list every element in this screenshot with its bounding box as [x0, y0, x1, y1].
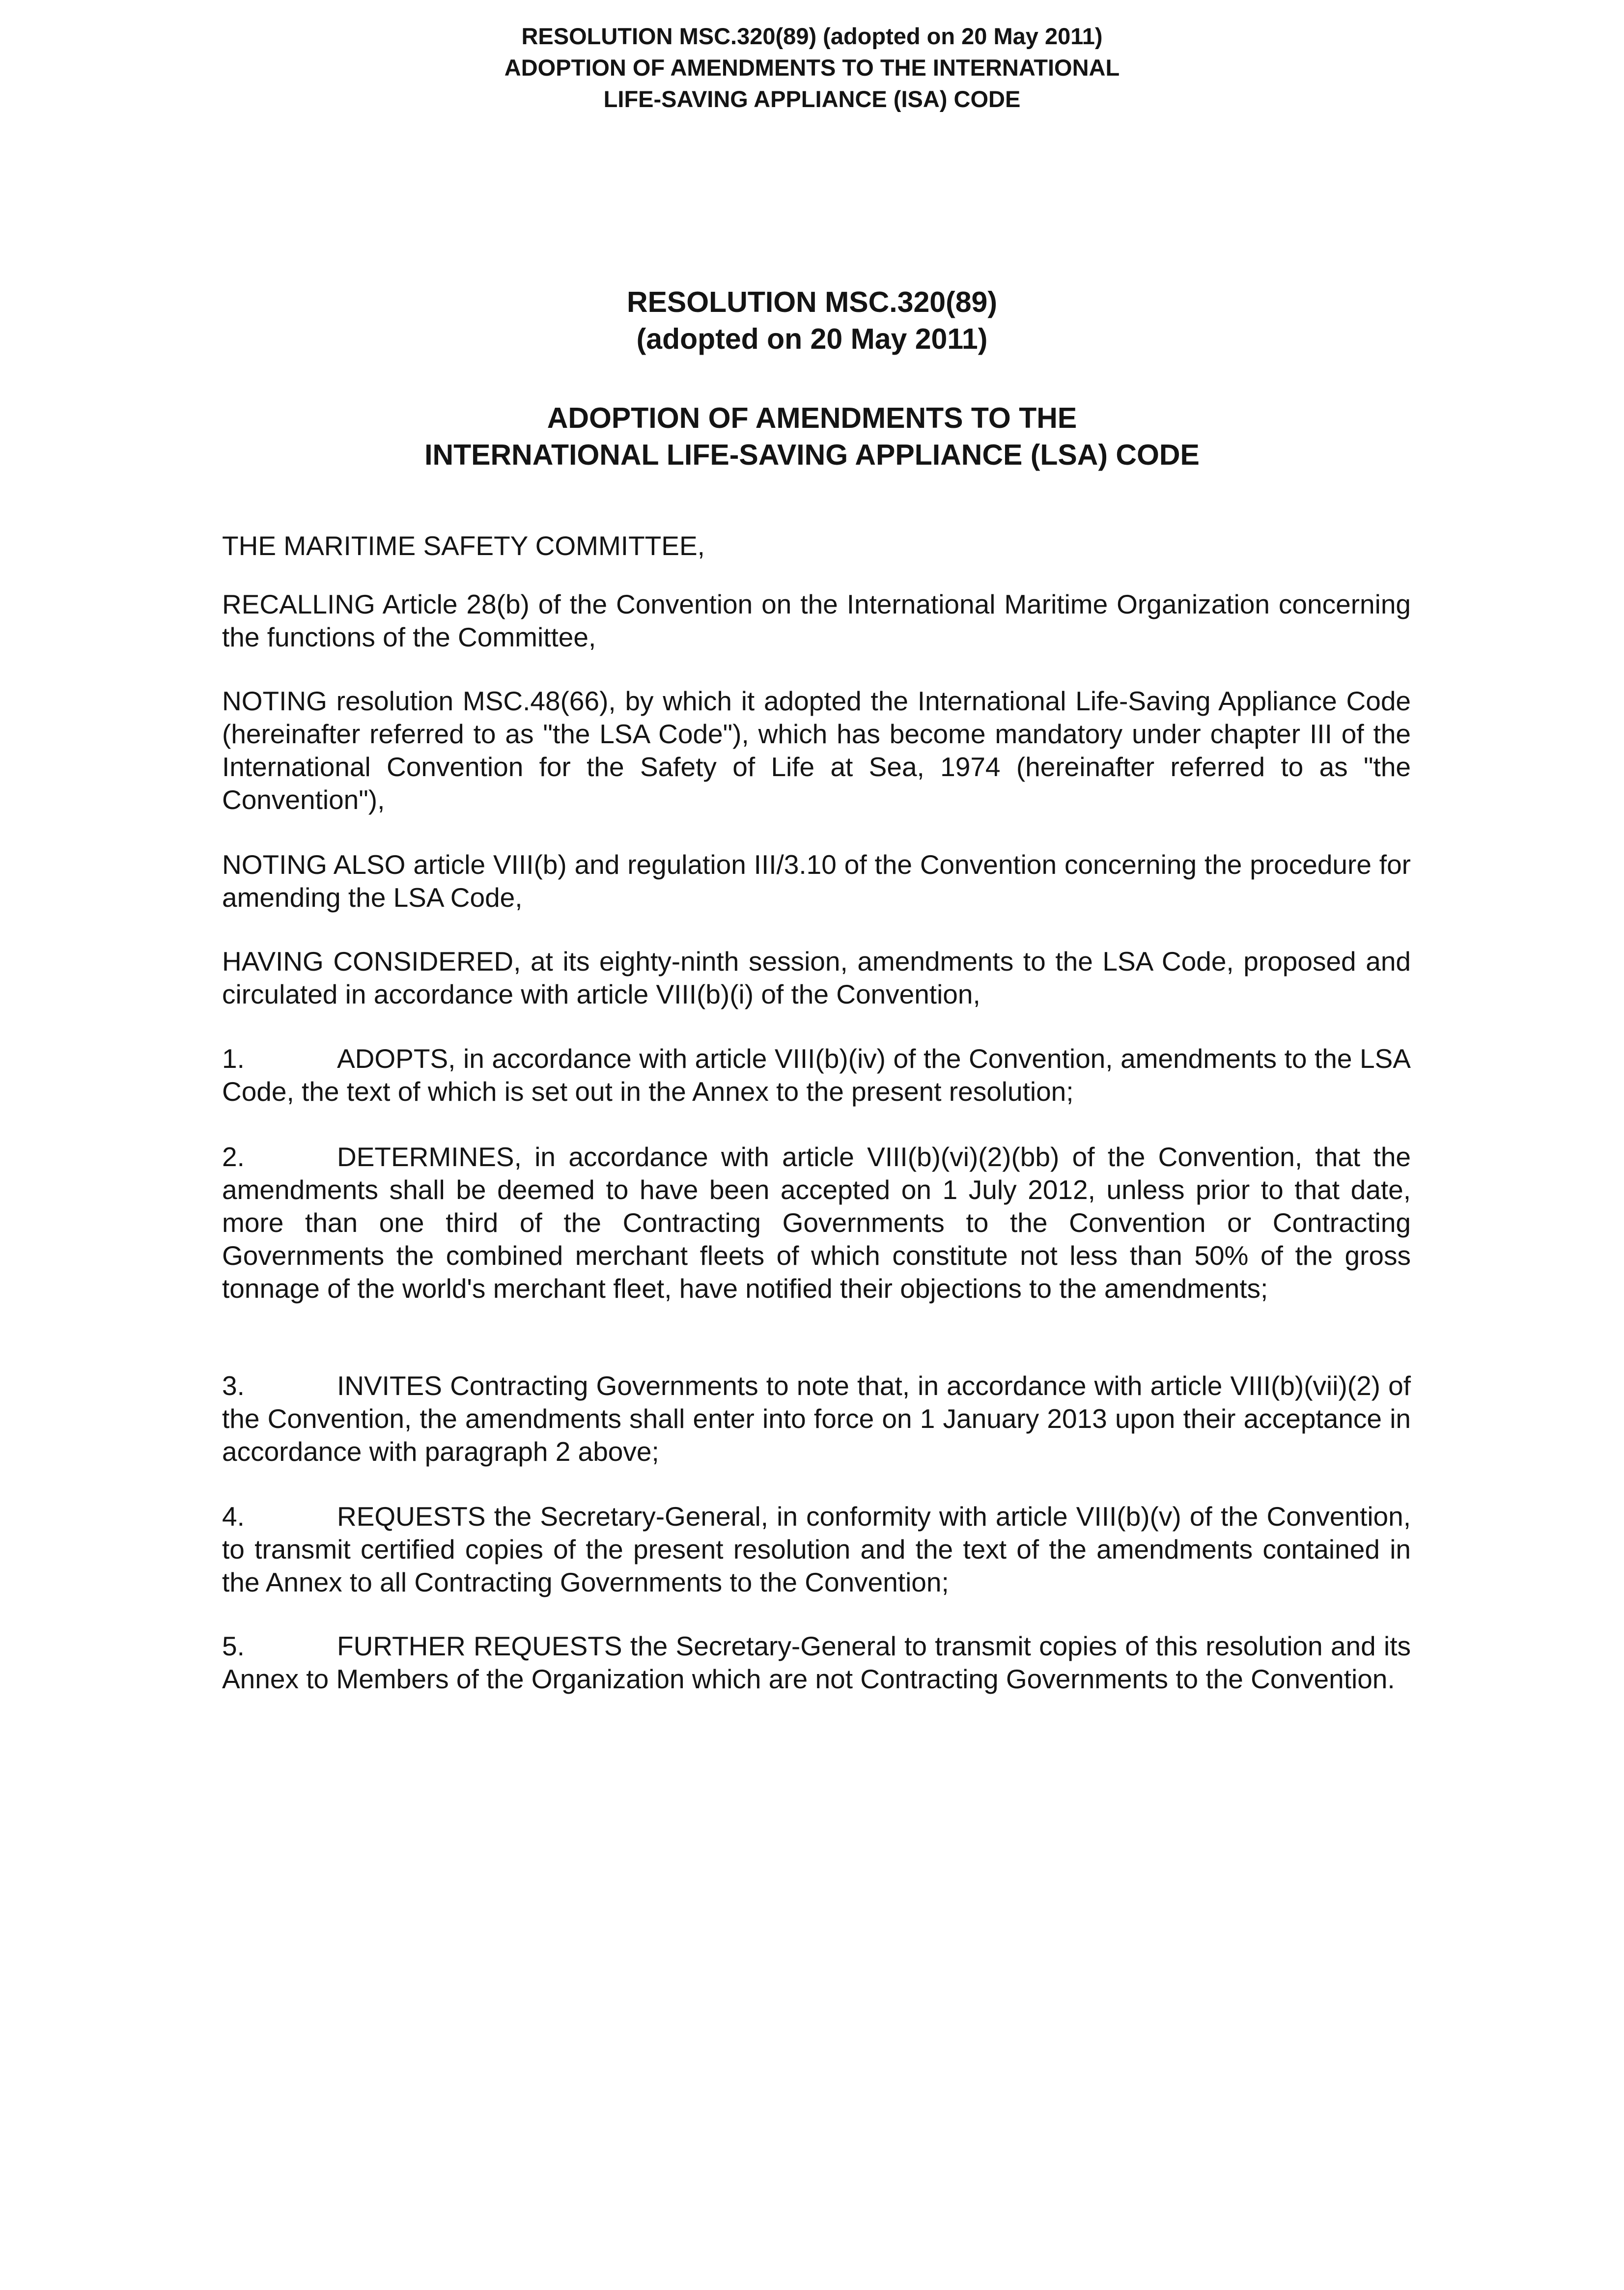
paragraph-text: INVITES Contracting Governments to note that, in accordance with article VIII(b)(vii)(2) of the Convention, the amendments shall enter into force on 1 January 2013 upon their acceptance in accordance with paragraph 2 above; — [222, 1370, 1411, 1467]
paragraph-text: ADOPTS, in accordance with article VIII(b)(iv) of the Convention, amendments to the LSA Code, the text of which is set out in the Annex to the present resolution; — [222, 1043, 1411, 1107]
paragraph-text: REQUESTS the Secretary-General, in conformity with article VIII(b)(v) of the Convention, to transmit certified copies of the present resolution and the text of the amendments contained in the Annex to all Contracting Governments to the Convention; — [222, 1501, 1411, 1597]
paragraph-number: 5. — [222, 1631, 245, 1661]
paragraph-number: 4. — [222, 1501, 245, 1532]
title-subject-line-2: INTERNATIONAL LIFE-SAVING APPLIANCE (LSA) CODE — [424, 439, 1200, 471]
running-header — [0, 21, 1624, 115]
paragraph-number: 3. — [222, 1370, 245, 1401]
recalling-paragraph: RECALLING Article 28(b) of the Convention on the International Maritime Organization concerning the functions of the Committee, — [222, 589, 1411, 652]
operative-paragraph-5 — [222, 1630, 1411, 1696]
committee-heading: THE MARITIME SAFETY COMMITTEE, — [222, 531, 705, 561]
operative-paragraph-2 — [222, 1141, 1411, 1305]
paragraph-number: 1. — [222, 1043, 245, 1074]
paragraph-number: 2. — [222, 1142, 245, 1172]
noting-paragraph: NOTING resolution MSC.48(66), by which it adopted the International Life-Saving Appliance Code (hereinafter referred to as "the LSA Code"), which has become mandatory under chapter III of the International Convention for the Safety of Life at Sea, 1974 (hereinafter referred to as "the Convention"), — [222, 686, 1411, 815]
running-header-line-2: ADOPTION OF AMENDMENTS TO THE INTERNATIONAL — [504, 55, 1120, 81]
title-subject-line-1: ADOPTION OF AMENDMENTS TO THE — [547, 402, 1077, 434]
operative-paragraph-4 — [222, 1500, 1411, 1599]
title-adoption-date: (adopted on 20 May 2011) — [636, 323, 988, 355]
paragraph-text: FURTHER REQUESTS the Secretary-General to transmit copies of this resolution and its Annex to Members of the Organization which are not Contracting Governments to the Convention. — [222, 1631, 1411, 1694]
operative-paragraph-3 — [222, 1369, 1411, 1468]
paragraph-text: DETERMINES, in accordance with article VIII(b)(vi)(2)(bb) of the Convention, that the amendments shall be deemed to have been accepted on 1 July 2012, unless prior to that date, more than one third of the Contracting Governments to the Convention or Contracting Governments the combined merchant fleets of which constitute not less than 50% of the gross tonnage of the world's merchant fleet, have notified their objections to the amendments; — [222, 1142, 1411, 1304]
operative-paragraph-1 — [222, 1042, 1411, 1108]
having-considered-paragraph: HAVING CONSIDERED, at its eighty-ninth session, amendments to the LSA Code, proposed and circulated in accordance with article VIII(b)(i) of the Convention, — [222, 946, 1411, 1009]
document-title — [0, 284, 1624, 474]
title-resolution-number: RESOLUTION MSC.320(89) — [626, 286, 998, 318]
running-header-line-1: RESOLUTION MSC.320(89) (adopted on 20 May 2011) — [521, 23, 1103, 49]
noting-also-paragraph: NOTING ALSO article VIII(b) and regulation III/3.10 of the Convention concerning the procedure for amending the LSA Code, — [222, 849, 1411, 913]
running-header-line-3: LIFE-SAVING APPLIANCE (ISA) CODE — [603, 86, 1021, 112]
